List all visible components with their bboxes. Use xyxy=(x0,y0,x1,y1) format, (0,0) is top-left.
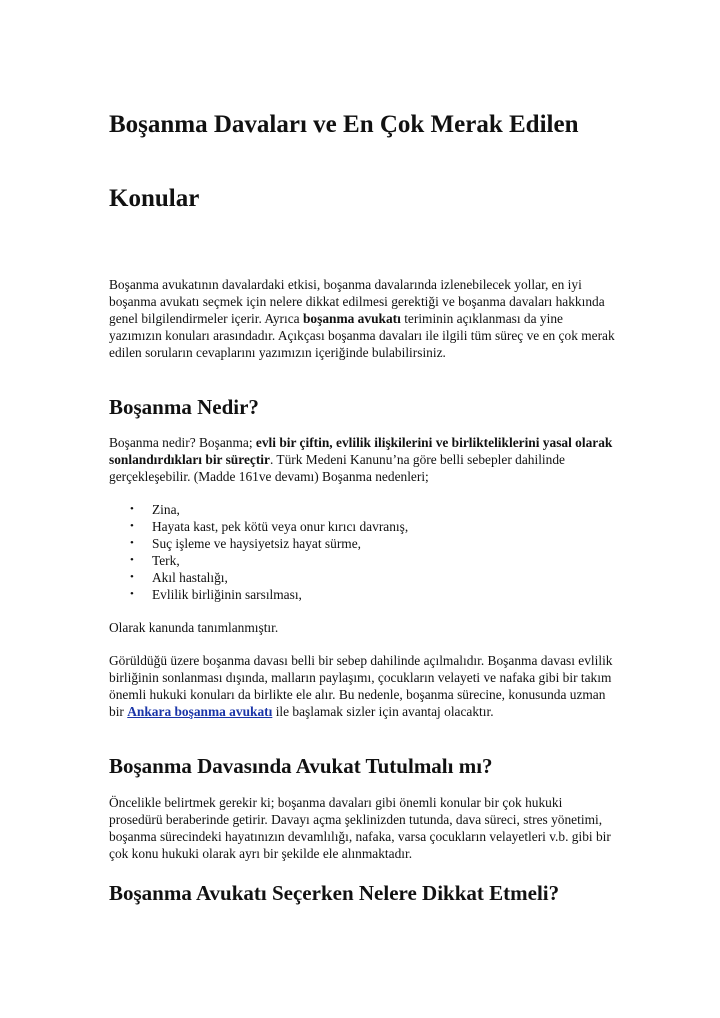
definition-text-2: . Türk Medeni Kanunu’na göre belli sebepler dahilinde gerçekleşebilir. (Madde 161ve devamı) Boşanma nedenleri; xyxy=(109,452,565,484)
list-item: • Hayata kast, pek kötü veya onur kırıcı davranış, xyxy=(130,519,409,534)
definition-text-1: Boşanma nedir? Boşanma; xyxy=(109,435,256,450)
list-item: • Terk, xyxy=(130,553,180,568)
page-title-line-2: Konular xyxy=(109,185,200,212)
list-item: • Akıl hastalığı, xyxy=(130,570,228,585)
bullet-icon: • xyxy=(130,520,134,532)
list-item: • Zina, xyxy=(130,502,180,517)
bullet-icon: • xyxy=(130,537,134,549)
advice-text-2: ile başlamak sizler için avantaj olacaktır. xyxy=(272,704,494,719)
divorce-reasons-list xyxy=(109,501,617,603)
page-title-line-1: Boşanma Davaları ve En Çok Merak Edilen xyxy=(109,111,579,138)
list-item: • Evlilik birliğinin sarsılması, xyxy=(130,587,302,602)
list-item: • Suç işleme ve haysiyetsiz hayat sürme, xyxy=(130,536,361,551)
lawyer-advice-paragraph xyxy=(109,652,617,720)
ankara-lawyer-link[interactable]: Ankara boşanma avukatı xyxy=(127,704,273,719)
intro-text-1: Boşanma avukatının davalardaki etkisi, boşanma davalarında izlenebilecek yollar, en iyi boşanma avukatı seçmek için nelere dikkat edilmesi gerektiği ve boşanma davaları hakkında genel bilgilendirmeler içerir. Ayrıca xyxy=(109,277,605,326)
avukat-paragraph: Öncelikle belirtmek gerekir ki; boşanma davaları gibi önemli konular bir çok hukuki prosedürü beraberinde getirir. Davayı açma şeklinizden tutunda, dava süreci, stres yönetimi, boşanma sürecindeki hayatınızın devamlılığı, nafaka, varsa çocukların velayetleri v.b. gibi bir çok konu hukuki olarak ayrı bir şekilde ele alınmaktadır. xyxy=(109,795,611,861)
bullet-icon: • xyxy=(130,571,134,583)
definition-paragraph xyxy=(109,434,617,485)
intro-bold-term: boşanma avukatı xyxy=(302,311,401,326)
heading-avukat-secerken: Boşanma Avukatı Seçerken Nelere Dikkat Etmeli? xyxy=(109,881,560,905)
intro-text-2: teriminin açıklanması da yine yazımızın konuları arasındadır. Açıkçası boşanma davaları ile ilgili tüm süreç ve en çok merak edilen soruların cevaplarını yazımızın içeriğinde bulabilirsiniz. xyxy=(109,311,615,360)
bullet-icon: • xyxy=(130,554,134,566)
intro-paragraph xyxy=(109,276,617,361)
advice-text-1: Görüldüğü üzere boşanma davası belli bir sebep dahilinde açılmalıdır. Boşanma davası evlilik birliğinin sonlanması dışında, malların paylaşımı, çocukların velayeti ve nafaka gibi bir takım önemli hukuki konuları da birlikte ele alır. Bu nedenle, boşanma sürecine, konusunda uzman bir xyxy=(109,653,613,719)
heading-bosanma-nedir: Boşanma Nedir? xyxy=(109,395,259,419)
definition-bold: evli bir çiftin, evlilik ilişkilerini ve birlikteliklerini yasal olarak sonlandırdıkları bir süreçtir xyxy=(109,435,613,467)
law-definition-note: Olarak kanunda tanımlanmıştır. xyxy=(109,620,279,635)
bullet-icon: • xyxy=(130,588,134,600)
bullet-icon: • xyxy=(130,503,134,515)
heading-avukat-tutulmali-mi: Boşanma Davasında Avukat Tutulmalı mı? xyxy=(109,754,493,778)
